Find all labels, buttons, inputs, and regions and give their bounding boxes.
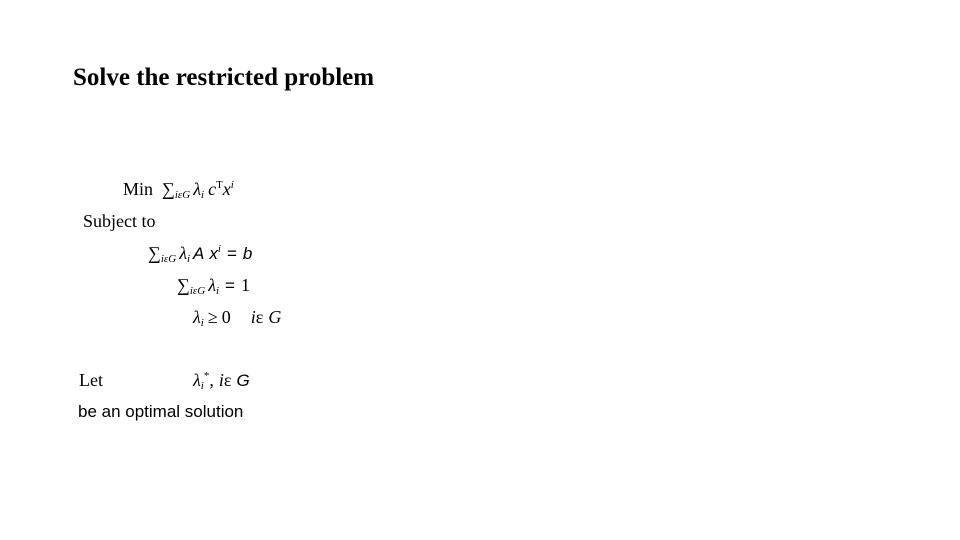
slide-title: Solve the restricted problem — [73, 64, 375, 91]
subject-to-label: Subject to — [83, 211, 156, 231]
lambda-symbol: λ — [208, 275, 216, 295]
x-symbol: x — [209, 244, 218, 263]
lambda-symbol: λ — [193, 179, 201, 199]
comma: , — [209, 370, 214, 390]
set-g-symbol: G — [268, 307, 282, 327]
objective-line — [123, 179, 234, 201]
index-i: i — [218, 370, 224, 390]
sum-index: iεG — [160, 253, 177, 265]
star-superscript: * — [203, 370, 210, 382]
lambda-subscript: i — [215, 285, 220, 297]
sum-symbol: ∑ — [162, 179, 175, 199]
constraint-sum-lambda-equals-one — [177, 275, 250, 297]
x-superscript: i — [217, 243, 221, 255]
let-label: Let — [79, 370, 103, 390]
lambda-subscript: i — [201, 189, 205, 201]
constraint-sum-ax-equals-b — [148, 243, 253, 265]
lambda-subscript: i — [200, 380, 204, 392]
geq-sign: ≥ — [207, 307, 218, 327]
c-symbol: c — [208, 179, 217, 199]
sum-index: iεG — [174, 189, 191, 201]
element-of-symbol: ε — [223, 370, 232, 390]
zero-value: 0 — [221, 307, 231, 327]
optimal-solution-text: be an optimal solution — [78, 402, 244, 421]
a-matrix-symbol: A — [193, 244, 205, 263]
set-g-symbol: G — [236, 371, 250, 390]
equals-sign: = — [225, 276, 235, 295]
b-symbol: b — [242, 244, 253, 263]
lambda-subscript: i — [200, 317, 204, 329]
x-superscript: i — [230, 179, 234, 191]
lambda-symbol: λ — [193, 370, 201, 390]
min-label: Min — [123, 179, 154, 199]
constraint-nonnegativity — [193, 307, 282, 329]
equals-sign: = — [226, 244, 237, 263]
sum-symbol: ∑ — [177, 275, 190, 295]
sum-index: iεG — [189, 285, 206, 297]
optimal-solution-expression — [193, 370, 250, 392]
lambda-subscript: i — [186, 253, 191, 265]
element-of-symbol: ε — [255, 307, 264, 327]
sum-symbol: ∑ — [148, 243, 161, 263]
x-symbol: x — [222, 179, 231, 199]
index-i: i — [250, 307, 256, 327]
rhs-value: 1 — [240, 275, 250, 295]
lambda-symbol: λ — [193, 307, 201, 327]
transpose-symbol: T — [216, 179, 223, 191]
lambda-symbol: λ — [179, 243, 187, 263]
